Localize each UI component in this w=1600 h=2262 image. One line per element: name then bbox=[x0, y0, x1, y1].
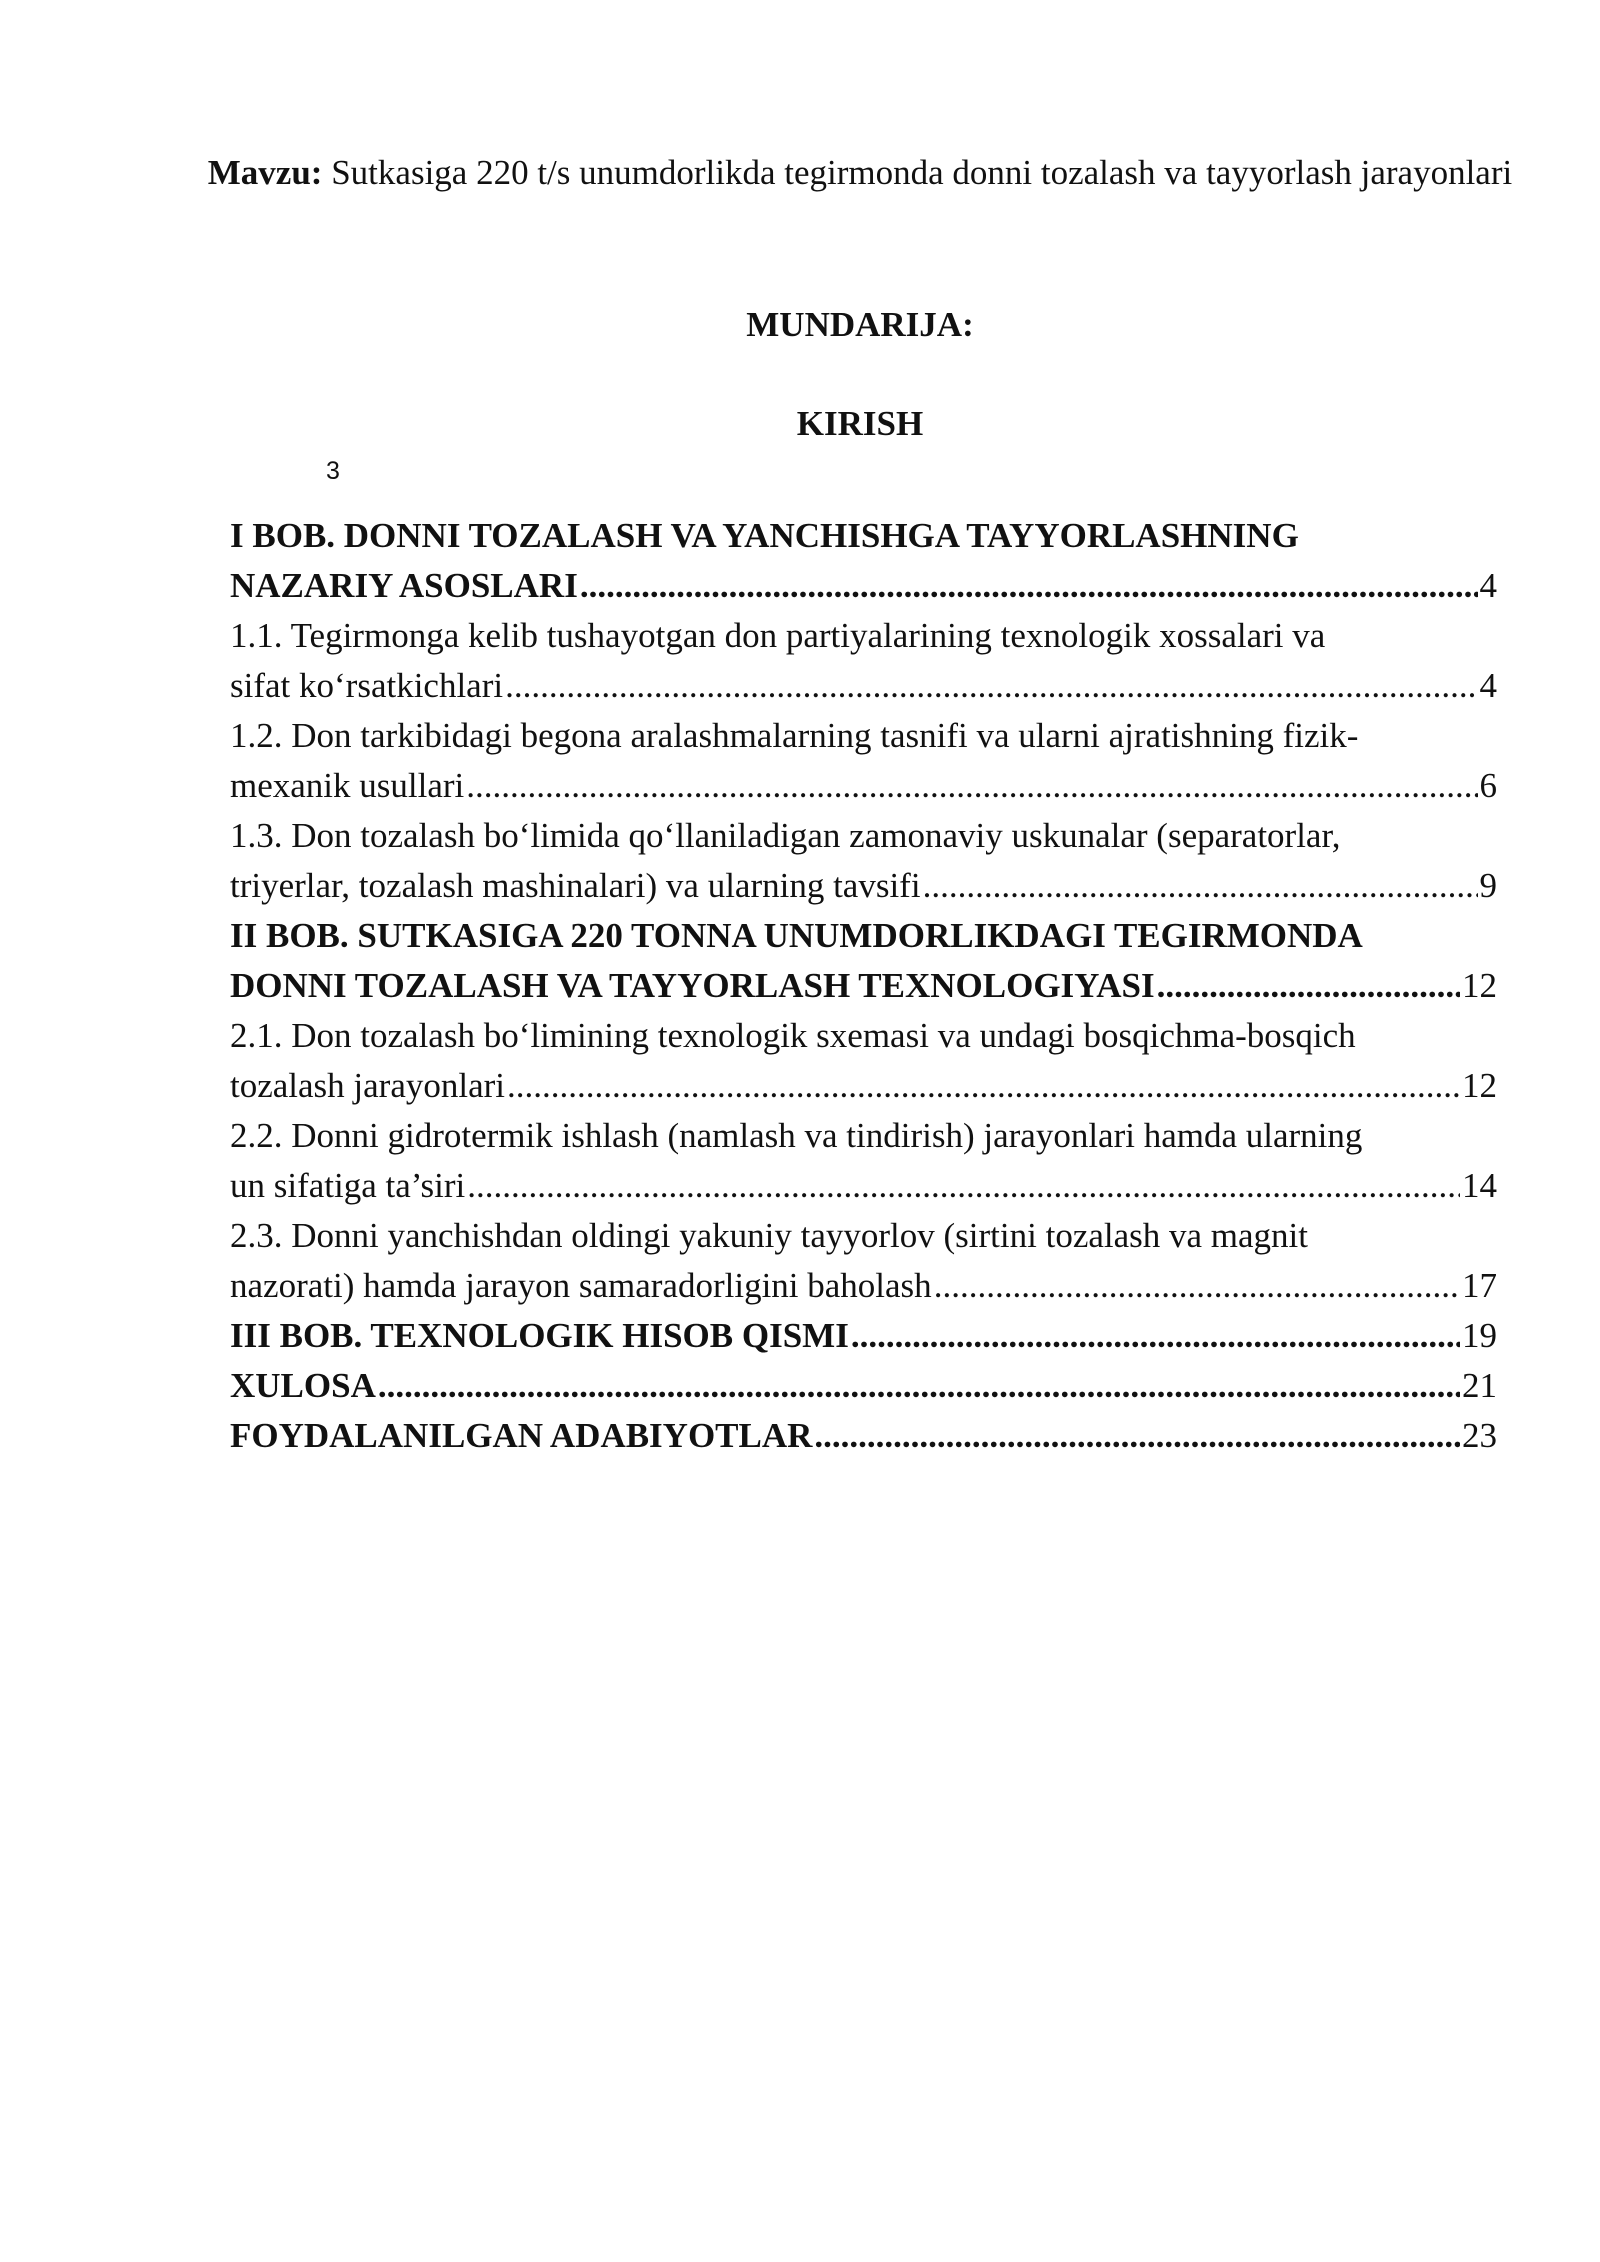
toc-entry[interactable] bbox=[230, 711, 1497, 811]
toc-entry-title: triyerlar, tozalash mashinalari) va ularning tavsifi bbox=[230, 866, 921, 905]
toc-entry-last-line bbox=[230, 1411, 1497, 1461]
toc-dot-leader bbox=[466, 761, 1477, 811]
toc-entry-last-line bbox=[230, 761, 1497, 811]
toc-entry-title: nazorati) hamda jarayon samaradorligini baholash bbox=[230, 1266, 932, 1305]
toc-entry-title: FOYDALANILGAN ADABIYOTLAR bbox=[230, 1416, 813, 1455]
toc-dot-leader bbox=[851, 1311, 1460, 1361]
toc-entry-line: 1.2. Don tarkibidagi begona aralashmalarning tasnifi va ularni ajratishning fizik- bbox=[230, 716, 1359, 755]
toc-entry[interactable] bbox=[230, 511, 1497, 611]
toc-entry-last-line bbox=[230, 1261, 1497, 1311]
toc-entry[interactable] bbox=[230, 1211, 1497, 1311]
toc-entry-title: un sifatiga ta’siri bbox=[230, 1166, 466, 1205]
toc-page-number: 19 bbox=[1462, 1316, 1497, 1355]
toc-entry[interactable] bbox=[230, 811, 1497, 911]
toc-entry-line: 2.3. Donni yanchishdan oldingi yakuniy tayyorlov (sirtini tozalash va magnit bbox=[230, 1216, 1309, 1255]
toc-page-number: 4 bbox=[1479, 666, 1497, 705]
toc-entry-line: 1.1. Tegirmonga kelib tushayotgan don partiyalarining texnologik xossalari va bbox=[230, 616, 1326, 655]
toc-entry-last-line bbox=[230, 661, 1497, 711]
toc-entry[interactable] bbox=[230, 1361, 1497, 1411]
topic-text: Sutkasiga 220 t/s unumdorlikda tegirmonda donni tozalash va tayyorlash jarayonlari bbox=[322, 153, 1513, 192]
toc-entry-last-line bbox=[230, 1361, 1497, 1411]
toc-entry-title: NAZARIY ASOSLARI bbox=[230, 566, 578, 605]
topic-line bbox=[200, 148, 1520, 198]
toc-page-number: 4 bbox=[1479, 566, 1497, 605]
toc-entry-last-line bbox=[230, 1061, 1497, 1111]
intro-page-number: 3 bbox=[326, 457, 340, 485]
toc-dot-leader bbox=[507, 1061, 1460, 1111]
toc-entry-title: sifat ko‘rsatkichlari bbox=[230, 666, 504, 705]
table-of-contents bbox=[230, 511, 1497, 1461]
toc-entry[interactable] bbox=[230, 1111, 1497, 1211]
topic-label: Mavzu: bbox=[207, 153, 323, 192]
toc-entry[interactable] bbox=[230, 1311, 1497, 1361]
toc-page-number: 6 bbox=[1479, 766, 1497, 805]
toc-entry-last-line bbox=[230, 1161, 1497, 1211]
toc-entry-line: II BOB. SUTKASIGA 220 TONNA UNUMDORLIKDAGI TEGIRMONDA bbox=[230, 916, 1363, 955]
toc-entry-title: XULOSA bbox=[230, 1366, 376, 1405]
intro-heading: KIRISH bbox=[796, 404, 924, 443]
toc-dot-leader bbox=[923, 861, 1478, 911]
toc-dot-leader bbox=[580, 561, 1478, 611]
toc-entry[interactable] bbox=[230, 1011, 1497, 1111]
toc-entry[interactable] bbox=[230, 611, 1497, 711]
toc-entry-title: tozalash jarayonlari bbox=[230, 1066, 506, 1105]
toc-entry[interactable] bbox=[230, 911, 1497, 1011]
toc-entry-title: III BOB. TEXNOLOGIK HISOB QISMI bbox=[230, 1316, 849, 1355]
toc-page-number: 17 bbox=[1462, 1266, 1497, 1305]
toc-page-number: 21 bbox=[1462, 1366, 1497, 1405]
contents-heading: MUNDARIJA: bbox=[746, 305, 974, 344]
toc-page-number: 23 bbox=[1462, 1416, 1497, 1455]
toc-dot-leader bbox=[1157, 961, 1460, 1011]
toc-dot-leader bbox=[814, 1411, 1460, 1461]
toc-entry-line: 1.3. Don tozalash bo‘limida qo‘llaniladigan zamonaviy uskunalar (separatorlar, bbox=[230, 816, 1341, 855]
toc-entry-last-line bbox=[230, 861, 1497, 911]
toc-page-number: 14 bbox=[1462, 1166, 1497, 1205]
toc-entry-line: 2.1. Don tozalash bo‘limining texnologik sxemasi va undagi bosqichma-bosqich bbox=[230, 1016, 1356, 1055]
toc-entry-last-line bbox=[230, 961, 1497, 1011]
toc-dot-leader bbox=[378, 1361, 1460, 1411]
toc-page-number: 12 bbox=[1462, 1066, 1497, 1105]
toc-entry-title: DONNI TOZALASH VA TAYYORLASH TEXNOLOGIYASI bbox=[230, 966, 1155, 1005]
toc-entry-line: I BOB. DONNI TOZALASH VA YANCHISHGA TAYYORLASHNING bbox=[230, 516, 1299, 555]
toc-entry[interactable] bbox=[230, 1411, 1497, 1461]
toc-entry-title: mexanik usullari bbox=[230, 766, 465, 805]
toc-page-number: 9 bbox=[1479, 866, 1497, 905]
toc-page-number: 12 bbox=[1462, 966, 1497, 1005]
toc-dot-leader bbox=[934, 1261, 1460, 1311]
toc-entry-line: 2.2. Donni gidrotermik ishlash (namlash va tindirish) jarayonlari hamda ularning bbox=[230, 1116, 1363, 1155]
toc-entry-last-line bbox=[230, 1311, 1497, 1361]
toc-entry-last-line bbox=[230, 561, 1497, 611]
toc-dot-leader bbox=[467, 1161, 1460, 1211]
toc-dot-leader bbox=[505, 661, 1477, 711]
